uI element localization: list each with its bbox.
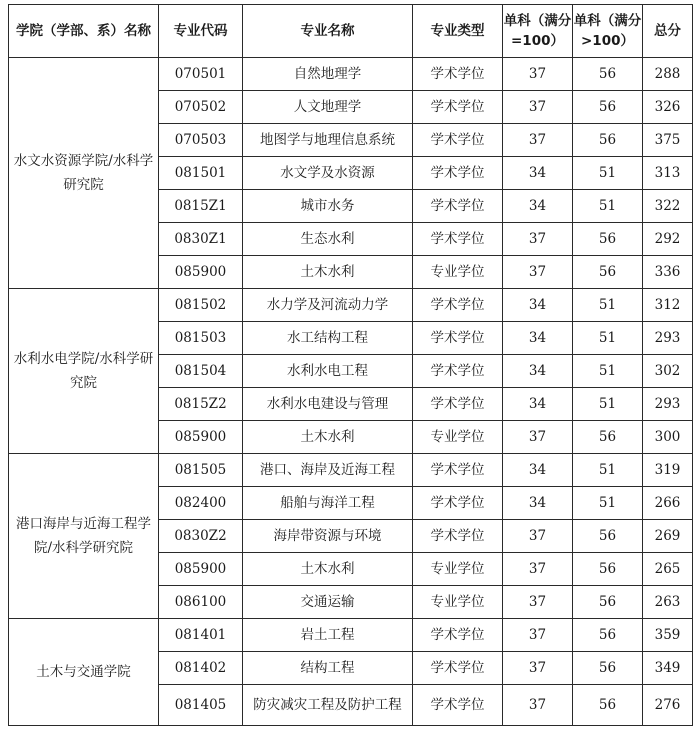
total-score: 349 — [643, 652, 693, 685]
college-cell: 港口海岸与近海工程学院/水科学研究院 — [9, 454, 159, 619]
major-name: 交通运输 — [243, 586, 413, 619]
single-score-100: 34 — [503, 289, 573, 322]
major-code: 070502 — [159, 91, 243, 124]
major-type: 学术学位 — [413, 685, 503, 726]
single-score-100: 37 — [503, 91, 573, 124]
single-score-100: 37 — [503, 124, 573, 157]
single-score-gt100: 56 — [573, 619, 643, 652]
total-score: 293 — [643, 322, 693, 355]
total-score: 300 — [643, 421, 693, 454]
total-score: 263 — [643, 586, 693, 619]
total-score: 326 — [643, 91, 693, 124]
header-code: 专业代码 — [159, 5, 243, 58]
single-score-gt100: 56 — [573, 685, 643, 726]
major-code: 081502 — [159, 289, 243, 322]
single-score-gt100: 56 — [573, 553, 643, 586]
score-table — [8, 4, 693, 726]
single-score-100: 37 — [503, 685, 573, 726]
total-score: 276 — [643, 685, 693, 726]
single-score-gt100: 51 — [573, 355, 643, 388]
single-score-100: 34 — [503, 190, 573, 223]
major-type: 专业学位 — [413, 553, 503, 586]
total-score: 336 — [643, 256, 693, 289]
major-name: 土木水利 — [243, 553, 413, 586]
single-score-100: 37 — [503, 619, 573, 652]
major-code: 0830Z1 — [159, 223, 243, 256]
major-name: 船舶与海洋工程 — [243, 487, 413, 520]
single-score-gt100: 56 — [573, 124, 643, 157]
major-code: 081503 — [159, 322, 243, 355]
single-score-gt100: 51 — [573, 190, 643, 223]
total-score: 359 — [643, 619, 693, 652]
single-score-100: 34 — [503, 487, 573, 520]
table-row — [9, 619, 693, 652]
major-type: 学术学位 — [413, 58, 503, 91]
major-code: 081504 — [159, 355, 243, 388]
single-score-100: 34 — [503, 322, 573, 355]
header-total: 总分 — [643, 5, 693, 58]
college-cell: 土木与交通学院 — [9, 619, 159, 726]
major-type: 学术学位 — [413, 652, 503, 685]
major-type: 学术学位 — [413, 520, 503, 553]
major-name: 生态水利 — [243, 223, 413, 256]
major-code: 086100 — [159, 586, 243, 619]
major-code: 0830Z2 — [159, 520, 243, 553]
single-score-100: 34 — [503, 388, 573, 421]
major-name: 水利水电建设与管理 — [243, 388, 413, 421]
header-type: 专业类型 — [413, 5, 503, 58]
single-score-gt100: 56 — [573, 223, 643, 256]
single-score-gt100: 56 — [573, 91, 643, 124]
major-name: 水利水电工程 — [243, 355, 413, 388]
major-type: 学术学位 — [413, 355, 503, 388]
major-type: 学术学位 — [413, 454, 503, 487]
major-name: 海岸带资源与环境 — [243, 520, 413, 553]
major-name: 港口、海岸及近海工程 — [243, 454, 413, 487]
total-score: 312 — [643, 289, 693, 322]
major-name: 水工结构工程 — [243, 322, 413, 355]
single-score-100: 37 — [503, 58, 573, 91]
single-score-gt100: 51 — [573, 289, 643, 322]
single-score-gt100: 51 — [573, 454, 643, 487]
major-type: 学术学位 — [413, 289, 503, 322]
major-code: 085900 — [159, 421, 243, 454]
major-type: 专业学位 — [413, 586, 503, 619]
total-score: 292 — [643, 223, 693, 256]
major-type: 专业学位 — [413, 421, 503, 454]
major-type: 学术学位 — [413, 322, 503, 355]
single-score-gt100: 51 — [573, 322, 643, 355]
single-score-gt100: 56 — [573, 58, 643, 91]
single-score-100: 37 — [503, 586, 573, 619]
major-name: 水力学及河流动力学 — [243, 289, 413, 322]
college-cell: 水利水电学院/水科学研究院 — [9, 289, 159, 454]
single-score-gt100: 51 — [573, 487, 643, 520]
header-name: 专业名称 — [243, 5, 413, 58]
single-score-gt100: 56 — [573, 520, 643, 553]
major-code: 081505 — [159, 454, 243, 487]
header-single-100: 单科（满分=100） — [503, 5, 573, 58]
major-type: 学术学位 — [413, 487, 503, 520]
table-row — [9, 454, 693, 487]
major-name: 防灾减灾工程及防护工程 — [243, 685, 413, 726]
major-code: 085900 — [159, 553, 243, 586]
total-score: 322 — [643, 190, 693, 223]
major-name: 自然地理学 — [243, 58, 413, 91]
major-code: 081401 — [159, 619, 243, 652]
major-type: 学术学位 — [413, 124, 503, 157]
single-score-100: 37 — [503, 553, 573, 586]
major-name: 岩土工程 — [243, 619, 413, 652]
table-row — [9, 289, 693, 322]
major-type: 学术学位 — [413, 223, 503, 256]
total-score: 313 — [643, 157, 693, 190]
single-score-100: 34 — [503, 454, 573, 487]
major-type: 学术学位 — [413, 190, 503, 223]
college-cell: 水文水资源学院/水科学研究院 — [9, 58, 159, 289]
single-score-gt100: 56 — [573, 652, 643, 685]
single-score-100: 37 — [503, 256, 573, 289]
header-single-gt100: 单科（满分>100） — [573, 5, 643, 58]
single-score-gt100: 56 — [573, 256, 643, 289]
major-code: 085900 — [159, 256, 243, 289]
major-name: 土木水利 — [243, 256, 413, 289]
total-score: 269 — [643, 520, 693, 553]
single-score-100: 37 — [503, 421, 573, 454]
major-name: 结构工程 — [243, 652, 413, 685]
major-type: 学术学位 — [413, 91, 503, 124]
major-name: 城市水务 — [243, 190, 413, 223]
single-score-gt100: 51 — [573, 157, 643, 190]
major-code: 082400 — [159, 487, 243, 520]
single-score-100: 37 — [503, 652, 573, 685]
single-score-gt100: 51 — [573, 388, 643, 421]
major-code: 0815Z1 — [159, 190, 243, 223]
major-name: 地图学与地理信息系统 — [243, 124, 413, 157]
major-code: 081501 — [159, 157, 243, 190]
table-row — [9, 58, 693, 91]
total-score: 319 — [643, 454, 693, 487]
major-type: 专业学位 — [413, 256, 503, 289]
total-score: 293 — [643, 388, 693, 421]
single-score-gt100: 56 — [573, 586, 643, 619]
major-code: 081402 — [159, 652, 243, 685]
single-score-100: 37 — [503, 520, 573, 553]
total-score: 375 — [643, 124, 693, 157]
major-code: 081405 — [159, 685, 243, 726]
major-type: 学术学位 — [413, 388, 503, 421]
major-name: 土木水利 — [243, 421, 413, 454]
total-score: 266 — [643, 487, 693, 520]
single-score-100: 34 — [503, 157, 573, 190]
major-type: 学术学位 — [413, 157, 503, 190]
major-name: 人文地理学 — [243, 91, 413, 124]
total-score: 302 — [643, 355, 693, 388]
single-score-100: 34 — [503, 355, 573, 388]
single-score-100: 37 — [503, 223, 573, 256]
total-score: 288 — [643, 58, 693, 91]
major-type: 学术学位 — [413, 619, 503, 652]
major-name: 水文学及水资源 — [243, 157, 413, 190]
major-code: 070503 — [159, 124, 243, 157]
major-code: 0815Z2 — [159, 388, 243, 421]
header-college: 学院（学部、系）名称 — [9, 5, 159, 58]
total-score: 265 — [643, 553, 693, 586]
major-code: 070501 — [159, 58, 243, 91]
header-row — [9, 5, 693, 58]
single-score-gt100: 56 — [573, 421, 643, 454]
